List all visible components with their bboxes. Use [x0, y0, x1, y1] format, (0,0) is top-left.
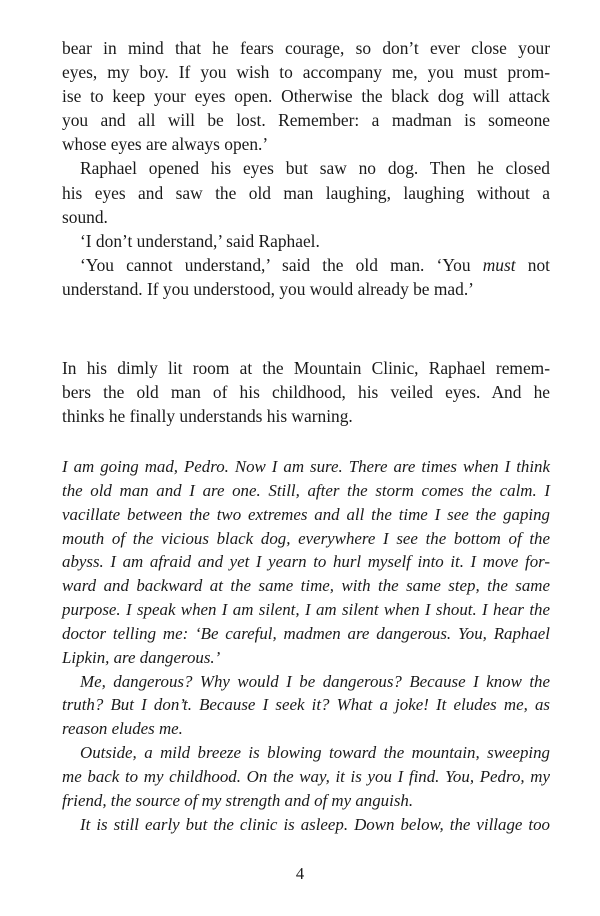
emphasis: must — [482, 254, 516, 275]
text-line: understand. If you understood, you would already be mad.’ — [62, 278, 474, 299]
text-line: Raphael opened his eyes but saw no dog. Then he closed — [80, 158, 550, 179]
text-line: ward and backward at the same time, with the same step, the same — [62, 576, 550, 596]
text-line: thinks he finally understands his warning. — [62, 406, 353, 427]
text-line: you and all will be lost. Remember: a madman is someone — [62, 110, 550, 131]
text-line: purpose. I speak when I am silent, I am silent when I shout. I hear the — [62, 600, 550, 620]
narration-section — [62, 356, 550, 428]
text-line: bers the old man of his childhood, his veiled eyes. And he — [62, 382, 550, 403]
text-line: his eyes and saw the old man laughing, laughing without a — [62, 182, 550, 203]
text-line: ‘You cannot understand,’ said the old man. ‘You must not — [80, 254, 550, 275]
text-line: the old man and I are one. Still, after the storm comes the calm. I — [62, 480, 550, 500]
text-line: mouth of the vicious black dog, everywhere I see the bottom of the — [62, 528, 550, 548]
letter-section — [62, 455, 550, 837]
text-line: doctor telling me: ‘Be careful, madmen are dangerous. You, Raphael — [62, 623, 550, 643]
text-line: friend, the source of my strength and of my anguish. — [62, 790, 414, 810]
text-line: truth? But I don’t. Because I seek it? What a joke! It eludes me, as — [62, 695, 550, 715]
text-line: Outside, a mild breeze is blowing toward the mountain, sweeping — [80, 743, 550, 763]
text-line: I am going mad, Pedro. Now I am sure. There are times when I think — [62, 457, 550, 476]
text-line: whose eyes are always open.’ — [62, 134, 269, 155]
text-line: abyss. I am afraid and yet I yearn to hurl myself into it. I move for- — [62, 552, 550, 572]
text-line: eyes, my boy. If you wish to accompany me, you must prom- — [62, 62, 550, 83]
text-line: Lipkin, are dangerous.’ — [62, 647, 221, 667]
text-line: It is still early but the clinic is asleep. Down below, the village too — [80, 814, 550, 834]
text-line: ise to keep your eyes open. Otherwise the black dog will attack — [62, 86, 550, 107]
text-line: ‘I don’t understand,’ said Raphael. — [80, 230, 320, 251]
text-line: vacillate between the two extremes and all the time I see the gaping — [62, 504, 550, 524]
text-line: Me, dangerous? Why would I be dangerous? Because I know the — [80, 671, 550, 691]
text-line: In his dimly lit room at the Mountain Clinic, Raphael remem- — [62, 358, 550, 378]
text-line: sound. — [62, 206, 108, 227]
text-line: reason eludes me. — [62, 719, 183, 739]
text-line: me back to my childhood. On the way, it is you I find. You, Pedro, my — [62, 766, 550, 786]
page-number: 4 — [295, 864, 305, 883]
dialogue-section — [62, 36, 550, 301]
text-line: bear in mind that he fears courage, so don’t ever close your — [62, 38, 550, 58]
